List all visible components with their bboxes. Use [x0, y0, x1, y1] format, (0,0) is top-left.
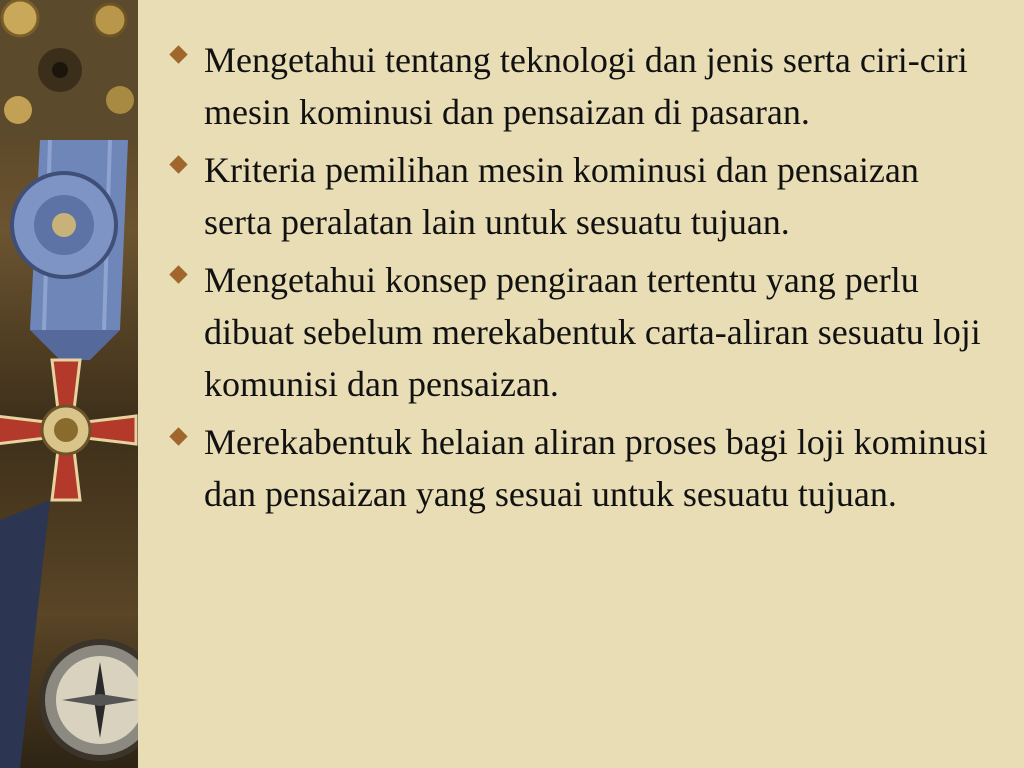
- bullet-item: [168, 34, 988, 138]
- diamond-bullet-icon: [169, 45, 187, 63]
- bullet-text: Mengetahui tentang teknologi dan jenis serta ciri-ciri mesin kominusi dan pensaizan di pasaran.: [204, 40, 968, 132]
- diamond-bullet-icon: [169, 427, 187, 445]
- diamond-bullet-icon: [169, 265, 187, 283]
- medal-collage-illustration: [0, 0, 138, 768]
- diamond-bullet-icon: [169, 155, 187, 173]
- bullet-item: [168, 254, 988, 410]
- bullet-item: [168, 416, 988, 520]
- bullet-item: [168, 144, 988, 248]
- slide-content: [168, 34, 988, 526]
- bullet-list: [168, 34, 988, 520]
- bullet-text: Mengetahui konsep pengiraan tertentu yang perlu dibuat sebelum merekabentuk carta-aliran sesuatu loji komunisi dan pensaizan.: [204, 260, 981, 404]
- bullet-text: Kriteria pemilihan mesin kominusi dan pensaizan serta peralatan lain untuk sesuatu tujuan.: [204, 150, 919, 242]
- bullet-text: Merekabentuk helaian aliran proses bagi loji kominusi dan pensaizan yang sesuai untuk sesuatu tujuan.: [204, 422, 988, 514]
- decorative-side-image: [0, 0, 138, 768]
